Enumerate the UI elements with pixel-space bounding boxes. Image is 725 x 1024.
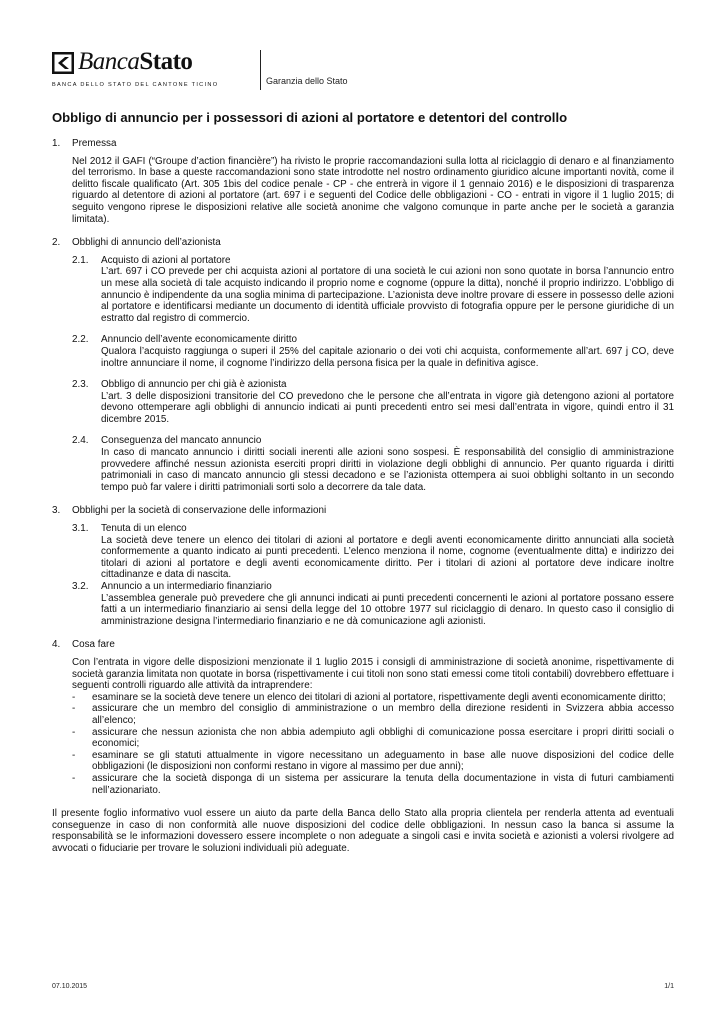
subsection-text: L’art. 3 delle disposizioni transitorie del CO prevedono che le persone che all’entrata in vigore già detengono azioni al portatore devono ottemperare agli obblighi di annuncio indicati ai punti precedenti entro sei mesi dall’entrata in vigore, quindi entro il 31 dicembre 2015. [101,390,674,425]
document-title: Obbligo di annuncio per i possessori di azioni al portatore e detentori del controllo [52,110,568,125]
subsection-number: 2.2. [72,334,89,346]
page-number: 1/1 [664,983,674,990]
closing-disclaimer: Il presente foglio informativo vuol essere un aiuto da parte della Banca dello Stato alla propria clientela per renderla attenta ad eventuali conseguenze in caso di non conformità alle nuove disposizioni del codice delle obbligazioni. In nessun caso la banca si assume la responsabilità se le informazioni dovessero essere incomplete o non adeguate a singoli casi e invita società e azionisti a volersi rivolgere ad avvocati o fiduciarie per trovare le soluzioni individuali più adeguate. [52,808,674,854]
subsection-title: Tenuta di un elenco [101,523,187,535]
section-heading [52,505,674,517]
subsection-text: L’assemblea generale può prevedere che gli annunci indicati ai punti precedenti concernenti le azioni al portatore possano essere fatti a un intermediario finanziario ai sensi della legge del 10 ottobre 1977 sul riciclaggio di denaro. In questo caso il consiglio di amministrazione designa l’intermediario finanziario e ne dà comunicazione agli azionisti. [101,592,674,627]
subsection-text: In caso di mancato annuncio i diritti sociali inerenti alle azioni sono sospesi. È responsabilità del consiglio di amministrazione provvedere affinché nessun azionista eserciti propri diritti in violazione degli obblighi di annuncio. Per quanto riguarda i diritti patrimoniali in caso di mancato annuncio gli stessi decadono e se l’azionista ottempera ai suoi obblighi soltanto in un secondo tempo può far valere i diritti patrimoniali sorti solo a decorrere da tale data. [101,447,674,493]
subsection-number: 3.1. [72,523,89,535]
section-title: Obblighi di annuncio dell’azionista [72,237,221,249]
subsection-number: 2.4. [72,435,89,447]
subsection-text: La società deve tenere un elenco dei titolari di azioni al portatore e degli aventi economicamente diritto annunciati alla società conformemente a quanto indicato ai punti precedenti. L’elenco menziona il nome, cognome (eventualmente ditta) e indirizzo dei titolari di azioni al portatore e degli aventi economicamente diritto. Per i titolari di azioni al portatore deve indicare inoltre cittadinanze e data di nascita. [101,534,674,581]
section-text: Nel 2012 il GAFI (“Groupe d’action financière”) ha rivisto le proprie raccomandazioni sulla lotta al riciclaggio di denaro e al finanziamento del terrorismo. In base a queste raccomandazioni sono state introdotte nel nostro ordinamento giuridico alcune importanti novità, come il delitto fiscale qualificato (Art. 305 1bis del codice penale - CP - che entrerà in vigore il 1 gennaio 2016) e le disposizioni di trasparenza riguardo al detentore di azioni al portatore (art. 697 i e seguenti del Codice delle obbligazioni - CO - entrati in vigore il 1 luglio 2015; di seguito vengono riprese le disposizioni relative alle società anonime che valgono comunque in parte anche per le società a garanzia limitata). [72,155,674,225]
bancastato-logo [52,48,219,88]
subsection [72,255,674,325]
subsection [72,334,674,369]
section-text: Con l’entrata in vigore delle disposizioni menzionate il 1 luglio 2015 i consigli di amministrazione di società anonime, rispettivamente di società garanzia limitata non quotate in borsa (rispettivamente i cui titoli non sono stati emessi come titoli contabili) dovrebbero effettuare i seguenti controlli riguardo alle attività da intraprendere: [72,656,674,692]
subsection [72,581,674,627]
subsection-text: Qualora l’acquisto raggiunga o superi il 25% del capitale azionario o dei voti chi acquista, conformemente all’art. 697 j CO, deve inoltre annunciare il nome, il cognome l’indirizzo della persona fisica per la quale in definitiva agisce. [101,345,674,369]
subsection [72,523,674,581]
list-item: - esaminare se gli statuti attualmente in vigore necessitano un adeguamento in base alle nuove disposizioni del codice delle obbligazioni (le disposizioni non conformi restano in vigore al massimo per due anni); [72,749,674,773]
subsection [72,379,674,425]
section-title: Premessa [72,138,117,149]
header-tagline: Garanzia dello Stato [266,76,348,86]
section-number: 3. [52,505,61,517]
section-number: 1. [52,138,61,149]
section-number: 4. [52,639,61,651]
section-title: Obblighi per la società di conservazione delle informazioni [72,505,327,517]
logo-subtitle: BANCA DELLO STATO DEL CANTONE TICINO [52,82,219,88]
section-heading [52,138,674,150]
list-item: - assicurare che un membro del consiglio di amministrazione o un membro della direzione residenti in Svizzera abbia accesso all’elenco; [72,703,674,726]
section-title: Cosa fare [72,639,115,651]
header-divider [260,50,261,90]
subsection-number: 2.1. [72,254,89,266]
page-header [52,50,672,92]
list-item: - assicurare che la società disponga di un sistema per assicurare la tenuta della documentazione in vista di futuri cambiamenti nell’azionariato. [72,772,674,796]
footer-date: 07.10.2015 [52,983,88,990]
section-heading [52,639,674,651]
subsection-title: Annuncio a un intermediario finanziario [101,581,272,592]
subsection-text: L’art. 697 i CO prevede per chi acquista azioni al portatore di una società le cui azioni non sono quotate in borsa l’annuncio entro un mese alla società di tale acquisto indicando il proprio nome e cognome (oppure la ditta), nonché il proprio indirizzo. L’obbligo di annuncio è indipendente da una soglia minima di partecipazione. L’azionista deve inoltre provare di essere in possesso delle azioni al portatore e identificarsi mediante un documento di identità ufficiale provvisto di fotografia oppure per le persone giuridiche di un estratto dal registro di commercio. [101,266,674,324]
subsection-title: Acquisto di azioni al portatore [101,254,231,266]
document-body [52,110,674,854]
list-item: - assicurare che nessun azionista che non abbia adempiuto agli obblighi di comunicazione possa esercitare i propri diritti sociali o economici; [72,726,674,750]
section-heading [52,237,674,249]
subsection-title: Obbligo di annuncio per chi già è azionista [101,379,287,391]
bancastato-emblem-icon [52,52,74,74]
section-number: 2. [52,237,61,249]
list-item: - esaminare se la società deve tenere un elenco dei titolari di azioni al portatore, rispettivamente degli aventi economicamente diritto; [72,691,666,703]
subsection-number: 2.3. [72,379,89,391]
action-list [72,692,674,796]
subsection-title: Conseguenza del mancato annuncio [101,435,262,447]
subsection [72,435,674,493]
subsection-title: Annuncio dell’avente economicamente diritto [101,334,297,346]
subsection-number: 3.2. [72,581,89,592]
logo-wordmark: BancaStato [78,48,193,75]
